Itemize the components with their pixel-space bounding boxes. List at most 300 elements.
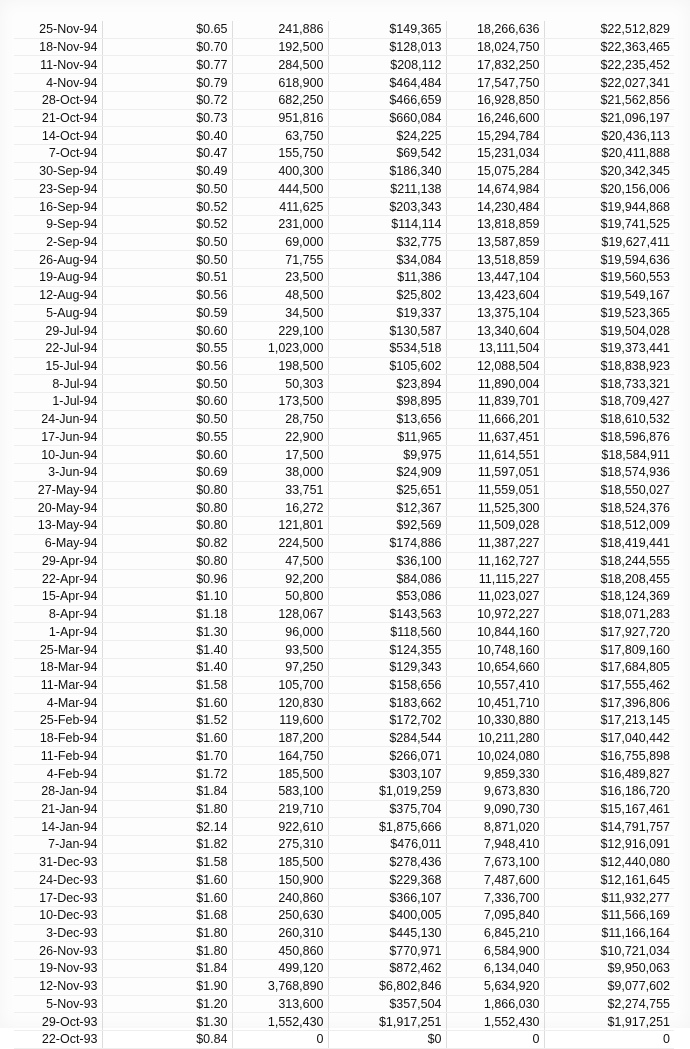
amount-cell: $174,886 <box>328 534 446 552</box>
cumulative-volume-cell: 11,597,051 <box>446 463 544 481</box>
cumulative-amount-cell: $18,512,009 <box>544 517 674 535</box>
date-cell: 17-Dec-93 <box>14 889 102 907</box>
cumulative-volume-cell: 12,088,504 <box>446 357 544 375</box>
amount-cell: $23,894 <box>328 375 446 393</box>
table-row <box>14 836 674 854</box>
cumulative-volume-cell: 17,547,750 <box>446 74 544 92</box>
date-cell: 2-Sep-94 <box>14 233 102 251</box>
cumulative-amount-cell: $22,363,465 <box>544 38 674 56</box>
amount-cell: $32,775 <box>328 233 446 251</box>
cumulative-amount-cell: $17,809,160 <box>544 641 674 659</box>
amount-cell: $476,011 <box>328 836 446 854</box>
cumulative-volume-cell: 11,559,051 <box>446 481 544 499</box>
cumulative-amount-cell: $18,596,876 <box>544 428 674 446</box>
volume-cell: 38,000 <box>232 463 328 481</box>
price-cell: $0.60 <box>102 322 232 340</box>
date-cell: 27-May-94 <box>14 481 102 499</box>
date-cell: 13-May-94 <box>14 517 102 535</box>
volume-cell: 219,710 <box>232 800 328 818</box>
cumulative-amount-cell: $20,436,113 <box>544 127 674 145</box>
table-row <box>14 21 674 38</box>
table-row <box>14 375 674 393</box>
volume-cell: 224,500 <box>232 534 328 552</box>
volume-cell: 28,750 <box>232 410 328 428</box>
price-cell: $1.70 <box>102 747 232 765</box>
cumulative-amount-cell: $20,411,888 <box>544 145 674 163</box>
cumulative-volume-cell: 11,666,201 <box>446 410 544 428</box>
table-row <box>14 534 674 552</box>
price-cell: $0.55 <box>102 428 232 446</box>
date-cell: 18-Mar-94 <box>14 658 102 676</box>
table-row <box>14 410 674 428</box>
table-row <box>14 552 674 570</box>
volume-cell: 17,500 <box>232 446 328 464</box>
price-cell: $0.47 <box>102 145 232 163</box>
volume-cell: 119,600 <box>232 712 328 730</box>
date-cell: 1-Apr-94 <box>14 623 102 641</box>
weekly-trading-table <box>14 21 674 1049</box>
amount-cell: $25,802 <box>328 286 446 304</box>
cumulative-volume-cell: 7,336,700 <box>446 889 544 907</box>
cumulative-amount-cell: $21,096,197 <box>544 109 674 127</box>
volume-cell: 313,600 <box>232 995 328 1013</box>
price-cell: $0.50 <box>102 375 232 393</box>
amount-cell: $124,355 <box>328 641 446 659</box>
cumulative-volume-cell: 7,948,410 <box>446 836 544 854</box>
volume-cell: 69,000 <box>232 233 328 251</box>
price-cell: $0.80 <box>102 481 232 499</box>
date-cell: 30-Sep-94 <box>14 162 102 180</box>
cumulative-amount-cell: $2,274,755 <box>544 995 674 1013</box>
cumulative-volume-cell: 11,023,027 <box>446 588 544 606</box>
amount-cell: $36,100 <box>328 552 446 570</box>
table-row <box>14 588 674 606</box>
price-cell: $0.52 <box>102 198 232 216</box>
volume-cell: 16,272 <box>232 499 328 517</box>
table-row <box>14 215 674 233</box>
amount-cell: $303,107 <box>328 765 446 783</box>
cumulative-volume-cell: 7,095,840 <box>446 906 544 924</box>
price-cell: $0.60 <box>102 393 232 411</box>
volume-cell: 241,886 <box>232 21 328 38</box>
cumulative-volume-cell: 13,340,604 <box>446 322 544 340</box>
cumulative-amount-cell: $18,574,936 <box>544 463 674 481</box>
cumulative-volume-cell: 7,487,600 <box>446 871 544 889</box>
table-row <box>14 977 674 995</box>
volume-cell: 400,300 <box>232 162 328 180</box>
date-cell: 5-Aug-94 <box>14 304 102 322</box>
price-cell: $0.56 <box>102 286 232 304</box>
cumulative-amount-cell: $16,186,720 <box>544 782 674 800</box>
volume-cell: 96,000 <box>232 623 328 641</box>
volume-cell: 229,100 <box>232 322 328 340</box>
cumulative-amount-cell: $22,027,341 <box>544 74 674 92</box>
cumulative-volume-cell: 11,162,727 <box>446 552 544 570</box>
date-cell: 3-Jun-94 <box>14 463 102 481</box>
price-cell: $1.80 <box>102 924 232 942</box>
cumulative-amount-cell: $17,684,805 <box>544 658 674 676</box>
table-row <box>14 623 674 641</box>
volume-cell: 22,900 <box>232 428 328 446</box>
table-row <box>14 198 674 216</box>
date-cell: 19-Nov-93 <box>14 960 102 978</box>
cumulative-amount-cell: $12,916,091 <box>544 836 674 854</box>
price-cell: $0.73 <box>102 109 232 127</box>
cumulative-volume-cell: 10,654,660 <box>446 658 544 676</box>
cumulative-volume-cell: 11,115,227 <box>446 570 544 588</box>
date-cell: 11-Mar-94 <box>14 676 102 694</box>
date-cell: 7-Oct-94 <box>14 145 102 163</box>
amount-cell: $0 <box>328 1030 446 1048</box>
date-cell: 31-Dec-93 <box>14 853 102 871</box>
cumulative-amount-cell: $12,440,080 <box>544 853 674 871</box>
table-row <box>14 322 674 340</box>
price-cell: $1.80 <box>102 942 232 960</box>
price-cell: $0.56 <box>102 357 232 375</box>
cumulative-amount-cell: $18,419,441 <box>544 534 674 552</box>
date-cell: 21-Oct-94 <box>14 109 102 127</box>
volume-cell: 1,023,000 <box>232 339 328 357</box>
table-row <box>14 74 674 92</box>
amount-cell: $19,337 <box>328 304 446 322</box>
amount-cell: $466,659 <box>328 91 446 109</box>
cumulative-volume-cell: 15,075,284 <box>446 162 544 180</box>
amount-cell: $12,367 <box>328 499 446 517</box>
amount-cell: $9,975 <box>328 446 446 464</box>
amount-cell: $211,138 <box>328 180 446 198</box>
price-cell: $1.60 <box>102 889 232 907</box>
price-cell: $1.58 <box>102 676 232 694</box>
table-row <box>14 960 674 978</box>
volume-cell: 1,552,430 <box>232 1013 328 1031</box>
volume-cell: 284,500 <box>232 56 328 74</box>
price-cell: $0.50 <box>102 251 232 269</box>
volume-cell: 155,750 <box>232 145 328 163</box>
price-cell: $0.50 <box>102 180 232 198</box>
volume-cell: 34,500 <box>232 304 328 322</box>
cumulative-volume-cell: 1,552,430 <box>446 1013 544 1031</box>
table-row <box>14 853 674 871</box>
amount-cell: $129,343 <box>328 658 446 676</box>
date-cell: 4-Feb-94 <box>14 765 102 783</box>
table-row <box>14 162 674 180</box>
amount-cell: $84,086 <box>328 570 446 588</box>
cumulative-amount-cell: $9,950,063 <box>544 960 674 978</box>
volume-cell: 50,303 <box>232 375 328 393</box>
table-row <box>14 109 674 127</box>
price-cell: $0.55 <box>102 339 232 357</box>
date-cell: 29-Apr-94 <box>14 552 102 570</box>
volume-cell: 187,200 <box>232 729 328 747</box>
cumulative-amount-cell: $18,733,321 <box>544 375 674 393</box>
amount-cell: $149,365 <box>328 21 446 38</box>
table-row <box>14 339 674 357</box>
amount-cell: $158,656 <box>328 676 446 694</box>
date-cell: 29-Jul-94 <box>14 322 102 340</box>
amount-cell: $25,651 <box>328 481 446 499</box>
table-row <box>14 924 674 942</box>
table-row <box>14 765 674 783</box>
cumulative-volume-cell: 11,637,451 <box>446 428 544 446</box>
table-row <box>14 251 674 269</box>
table-row <box>14 127 674 145</box>
date-cell: 16-Sep-94 <box>14 198 102 216</box>
volume-cell: 260,310 <box>232 924 328 942</box>
table-row <box>14 747 674 765</box>
volume-cell: 48,500 <box>232 286 328 304</box>
amount-cell: $464,484 <box>328 74 446 92</box>
amount-cell: $534,518 <box>328 339 446 357</box>
date-cell: 18-Feb-94 <box>14 729 102 747</box>
amount-cell: $118,560 <box>328 623 446 641</box>
date-cell: 20-May-94 <box>14 499 102 517</box>
cumulative-volume-cell: 9,673,830 <box>446 782 544 800</box>
table-row <box>14 1030 674 1048</box>
date-cell: 21-Jan-94 <box>14 800 102 818</box>
cumulative-amount-cell: $18,244,555 <box>544 552 674 570</box>
cumulative-volume-cell: 11,387,227 <box>446 534 544 552</box>
cumulative-volume-cell: 10,024,080 <box>446 747 544 765</box>
volume-cell: 120,830 <box>232 694 328 712</box>
volume-cell: 33,751 <box>232 481 328 499</box>
cumulative-amount-cell: $19,504,028 <box>544 322 674 340</box>
volume-cell: 618,900 <box>232 74 328 92</box>
price-cell: $1.10 <box>102 588 232 606</box>
date-cell: 23-Sep-94 <box>14 180 102 198</box>
cumulative-volume-cell: 13,518,859 <box>446 251 544 269</box>
cumulative-amount-cell: $11,932,277 <box>544 889 674 907</box>
date-cell: 18-Nov-94 <box>14 38 102 56</box>
amount-cell: $872,462 <box>328 960 446 978</box>
date-cell: 22-Oct-93 <box>14 1030 102 1048</box>
amount-cell: $98,895 <box>328 393 446 411</box>
price-cell: $0.69 <box>102 463 232 481</box>
amount-cell: $11,386 <box>328 269 446 287</box>
cumulative-amount-cell: $18,709,427 <box>544 393 674 411</box>
table-row <box>14 180 674 198</box>
volume-cell: 63,750 <box>232 127 328 145</box>
volume-cell: 240,860 <box>232 889 328 907</box>
volume-cell: 128,067 <box>232 605 328 623</box>
cumulative-volume-cell: 8,871,020 <box>446 818 544 836</box>
table-row <box>14 91 674 109</box>
table-row <box>14 38 674 56</box>
cumulative-volume-cell: 15,231,034 <box>446 145 544 163</box>
cumulative-amount-cell: $18,838,923 <box>544 357 674 375</box>
cumulative-volume-cell: 6,845,210 <box>446 924 544 942</box>
cumulative-amount-cell: $19,560,553 <box>544 269 674 287</box>
cumulative-amount-cell: $19,523,365 <box>544 304 674 322</box>
amount-cell: $284,544 <box>328 729 446 747</box>
volume-cell: 583,100 <box>232 782 328 800</box>
amount-cell: $208,112 <box>328 56 446 74</box>
date-cell: 10-Dec-93 <box>14 906 102 924</box>
date-cell: 28-Oct-94 <box>14 91 102 109</box>
date-cell: 19-Aug-94 <box>14 269 102 287</box>
price-cell: $0.80 <box>102 499 232 517</box>
price-cell: $1.30 <box>102 1013 232 1031</box>
table-row <box>14 481 674 499</box>
price-cell: $1.52 <box>102 712 232 730</box>
price-cell: $0.49 <box>102 162 232 180</box>
volume-cell: 682,250 <box>232 91 328 109</box>
cumulative-volume-cell: 13,587,859 <box>446 233 544 251</box>
date-cell: 12-Nov-93 <box>14 977 102 995</box>
date-cell: 25-Feb-94 <box>14 712 102 730</box>
price-cell: $1.30 <box>102 623 232 641</box>
cumulative-amount-cell: $18,610,532 <box>544 410 674 428</box>
cumulative-volume-cell: 13,447,104 <box>446 269 544 287</box>
cumulative-amount-cell: $20,342,345 <box>544 162 674 180</box>
amount-cell: $278,436 <box>328 853 446 871</box>
date-cell: 29-Oct-93 <box>14 1013 102 1031</box>
cumulative-amount-cell: $22,512,829 <box>544 21 674 38</box>
cumulative-volume-cell: 10,211,280 <box>446 729 544 747</box>
price-cell: $0.40 <box>102 127 232 145</box>
table-row <box>14 499 674 517</box>
volume-cell: 71,755 <box>232 251 328 269</box>
table-body <box>14 21 674 1048</box>
date-cell: 26-Nov-93 <box>14 942 102 960</box>
date-cell: 4-Nov-94 <box>14 74 102 92</box>
amount-cell: $105,602 <box>328 357 446 375</box>
table-row <box>14 304 674 322</box>
date-cell: 28-Jan-94 <box>14 782 102 800</box>
price-cell: $1.60 <box>102 729 232 747</box>
cumulative-volume-cell: 10,451,710 <box>446 694 544 712</box>
amount-cell: $266,071 <box>328 747 446 765</box>
cumulative-volume-cell: 13,111,504 <box>446 339 544 357</box>
table-row <box>14 906 674 924</box>
cumulative-volume-cell: 9,859,330 <box>446 765 544 783</box>
date-cell: 11-Nov-94 <box>14 56 102 74</box>
table-row <box>14 889 674 907</box>
volume-cell: 275,310 <box>232 836 328 854</box>
amount-cell: $53,086 <box>328 588 446 606</box>
volume-cell: 121,801 <box>232 517 328 535</box>
cumulative-amount-cell: $19,549,167 <box>544 286 674 304</box>
cumulative-volume-cell: 5,634,920 <box>446 977 544 995</box>
price-cell: $0.59 <box>102 304 232 322</box>
cumulative-volume-cell: 11,525,300 <box>446 499 544 517</box>
cumulative-amount-cell: $18,071,283 <box>544 605 674 623</box>
amount-cell: $128,013 <box>328 38 446 56</box>
volume-cell: 23,500 <box>232 269 328 287</box>
cumulative-volume-cell: 11,890,004 <box>446 375 544 393</box>
cumulative-volume-cell: 13,375,104 <box>446 304 544 322</box>
cumulative-amount-cell: 0 <box>544 1030 674 1048</box>
volume-cell: 150,900 <box>232 871 328 889</box>
cumulative-amount-cell: $18,208,455 <box>544 570 674 588</box>
volume-cell: 250,630 <box>232 906 328 924</box>
cumulative-volume-cell: 11,839,701 <box>446 393 544 411</box>
table-row <box>14 145 674 163</box>
cumulative-volume-cell: 16,246,600 <box>446 109 544 127</box>
amount-cell: $1,019,259 <box>328 782 446 800</box>
price-cell: $1.68 <box>102 906 232 924</box>
cumulative-volume-cell: 11,614,551 <box>446 446 544 464</box>
table-row <box>14 676 674 694</box>
cumulative-amount-cell: $19,741,525 <box>544 215 674 233</box>
cumulative-volume-cell: 0 <box>446 1030 544 1048</box>
volume-cell: 444,500 <box>232 180 328 198</box>
cumulative-amount-cell: $18,524,376 <box>544 499 674 517</box>
price-cell: $0.50 <box>102 233 232 251</box>
price-cell: $0.52 <box>102 215 232 233</box>
cumulative-volume-cell: 10,557,410 <box>446 676 544 694</box>
amount-cell: $172,702 <box>328 712 446 730</box>
amount-cell: $770,971 <box>328 942 446 960</box>
date-cell: 10-Jun-94 <box>14 446 102 464</box>
date-cell: 5-Nov-93 <box>14 995 102 1013</box>
price-cell: $0.51 <box>102 269 232 287</box>
price-cell: $1.84 <box>102 782 232 800</box>
price-cell: $0.96 <box>102 570 232 588</box>
cumulative-amount-cell: $19,627,411 <box>544 233 674 251</box>
cumulative-volume-cell: 1,866,030 <box>446 995 544 1013</box>
volume-cell: 231,000 <box>232 215 328 233</box>
date-cell: 22-Apr-94 <box>14 570 102 588</box>
volume-cell: 105,700 <box>232 676 328 694</box>
price-cell: $1.20 <box>102 995 232 1013</box>
date-cell: 25-Nov-94 <box>14 21 102 38</box>
amount-cell: $357,504 <box>328 995 446 1013</box>
date-cell: 8-Jul-94 <box>14 375 102 393</box>
table-row <box>14 782 674 800</box>
table-row <box>14 605 674 623</box>
cumulative-volume-cell: 11,509,028 <box>446 517 544 535</box>
volume-cell: 192,500 <box>232 38 328 56</box>
volume-cell: 164,750 <box>232 747 328 765</box>
cumulative-volume-cell: 14,230,484 <box>446 198 544 216</box>
table-row <box>14 729 674 747</box>
price-cell: $2.14 <box>102 818 232 836</box>
amount-cell: $229,368 <box>328 871 446 889</box>
table-row <box>14 56 674 74</box>
date-cell: 14-Jan-94 <box>14 818 102 836</box>
cumulative-amount-cell: $15,167,461 <box>544 800 674 818</box>
volume-cell: 198,500 <box>232 357 328 375</box>
amount-cell: $445,130 <box>328 924 446 942</box>
price-cell: $1.84 <box>102 960 232 978</box>
volume-cell: 97,250 <box>232 658 328 676</box>
cumulative-amount-cell: $1,917,251 <box>544 1013 674 1031</box>
date-cell: 12-Aug-94 <box>14 286 102 304</box>
cumulative-volume-cell: 13,818,859 <box>446 215 544 233</box>
price-cell: $1.72 <box>102 765 232 783</box>
amount-cell: $24,909 <box>328 463 446 481</box>
date-cell: 14-Oct-94 <box>14 127 102 145</box>
cumulative-amount-cell: $14,791,757 <box>544 818 674 836</box>
cumulative-amount-cell: $11,166,164 <box>544 924 674 942</box>
date-cell: 1-Jul-94 <box>14 393 102 411</box>
volume-cell: 173,500 <box>232 393 328 411</box>
price-cell: $0.72 <box>102 91 232 109</box>
cumulative-amount-cell: $12,161,645 <box>544 871 674 889</box>
table-row <box>14 286 674 304</box>
amount-cell: $375,704 <box>328 800 446 818</box>
volume-cell: 0 <box>232 1030 328 1048</box>
cumulative-volume-cell: 18,266,636 <box>446 21 544 38</box>
price-cell: $1.80 <box>102 800 232 818</box>
date-cell: 25-Mar-94 <box>14 641 102 659</box>
cumulative-amount-cell: $9,077,602 <box>544 977 674 995</box>
cumulative-volume-cell: 13,423,604 <box>446 286 544 304</box>
date-cell: 24-Dec-93 <box>14 871 102 889</box>
cumulative-amount-cell: $17,040,442 <box>544 729 674 747</box>
date-cell: 22-Jul-94 <box>14 339 102 357</box>
volume-cell: 922,610 <box>232 818 328 836</box>
